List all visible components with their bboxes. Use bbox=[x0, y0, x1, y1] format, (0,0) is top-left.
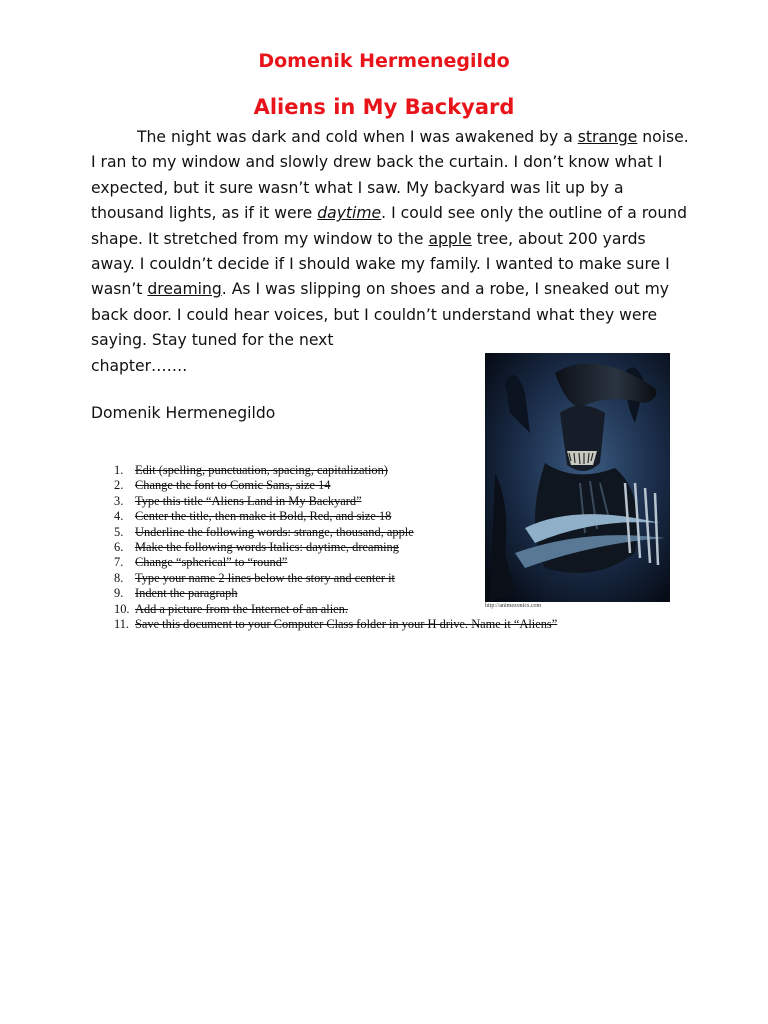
task-item bbox=[114, 555, 674, 570]
task-text: Make the following words Italics: daytime, dreaming bbox=[135, 540, 399, 555]
task-text: Edit (spelling, punctuation, spacing, capitalization) bbox=[135, 463, 388, 477]
task-item bbox=[114, 463, 674, 478]
story-text: . I could see only the outline of a round shape. It stretched from my window to the bbox=[91, 204, 687, 248]
task-text: Save this document to your Computer Class folder in your H drive. Name it “Aliens” bbox=[135, 617, 558, 632]
story-text: tree, about 200 yards away. I couldn’t decide if I should wake my family. I wanted to make sure I wasn’t bbox=[91, 229, 670, 299]
task-item bbox=[114, 525, 674, 540]
task-number: 3. bbox=[114, 493, 124, 508]
task-number: 8. bbox=[114, 570, 124, 585]
task-text: Center the title, then make it Bold, Red, and size 18 bbox=[135, 509, 392, 524]
task-number: 1. bbox=[114, 463, 124, 477]
task-number: 4. bbox=[114, 509, 124, 524]
task-checklist bbox=[114, 463, 674, 632]
italic-word-daytime: daytime bbox=[317, 204, 382, 223]
underlined-word-strange: strange bbox=[577, 128, 638, 146]
document-title: Aliens in My Backyard bbox=[253, 95, 515, 119]
task-item bbox=[114, 478, 674, 493]
task-item bbox=[114, 509, 674, 524]
task-number: 11. bbox=[114, 617, 130, 632]
task-text: Change “spherical” to “round” bbox=[135, 555, 288, 570]
task-item bbox=[114, 586, 674, 601]
task-number: 5. bbox=[114, 524, 124, 539]
task-item bbox=[114, 540, 674, 555]
task-text: Type this title “Aliens Land in My Backyard” bbox=[135, 493, 362, 508]
task-number: 2. bbox=[114, 478, 124, 493]
image-credit: http://animezonics.com bbox=[485, 603, 542, 609]
story-text: noise. I ran to my window and slowly drew back the curtain. I don’t know what I expected, but it sure wasn’t what I saw. My backyard was lit up by a thousand lights, as if it were bbox=[91, 128, 689, 223]
task-item bbox=[114, 494, 674, 509]
task-item bbox=[114, 571, 674, 586]
task-item bbox=[114, 617, 674, 632]
task-number: 7. bbox=[114, 555, 124, 570]
task-number: 9. bbox=[114, 586, 124, 601]
task-text: Add a picture from the Internet of an alien. bbox=[135, 601, 348, 616]
task-text: Underline the following words: strange, thousand, apple bbox=[135, 524, 414, 539]
story-chapter-line: chapter……. bbox=[91, 357, 188, 375]
task-text: Indent the paragraph bbox=[135, 586, 238, 601]
underlined-word-apple: apple bbox=[428, 229, 472, 248]
task-number: 10. bbox=[114, 601, 130, 616]
story-text: . As I was slipping on shoes and a robe, I sneaked out my back door. I could hear voices, but I couldn’t understand what they were saying. Stay tuned for the next bbox=[91, 280, 670, 350]
author-heading: Domenik Hermenegildo bbox=[258, 50, 510, 72]
task-number: 6. bbox=[114, 540, 124, 555]
task-text: Change the font to Comic Sans, size 14 bbox=[135, 478, 331, 493]
underlined-word-dreaming: dreaming bbox=[147, 280, 222, 299]
story-text: The night was dark and cold when I was awakened by a bbox=[137, 128, 578, 146]
author-byline: Domenik Hermenegildo bbox=[91, 404, 276, 422]
task-text: Type your name 2 lines below the story and center it bbox=[135, 570, 395, 585]
task-item bbox=[114, 602, 674, 617]
story-paragraph bbox=[91, 125, 691, 354]
